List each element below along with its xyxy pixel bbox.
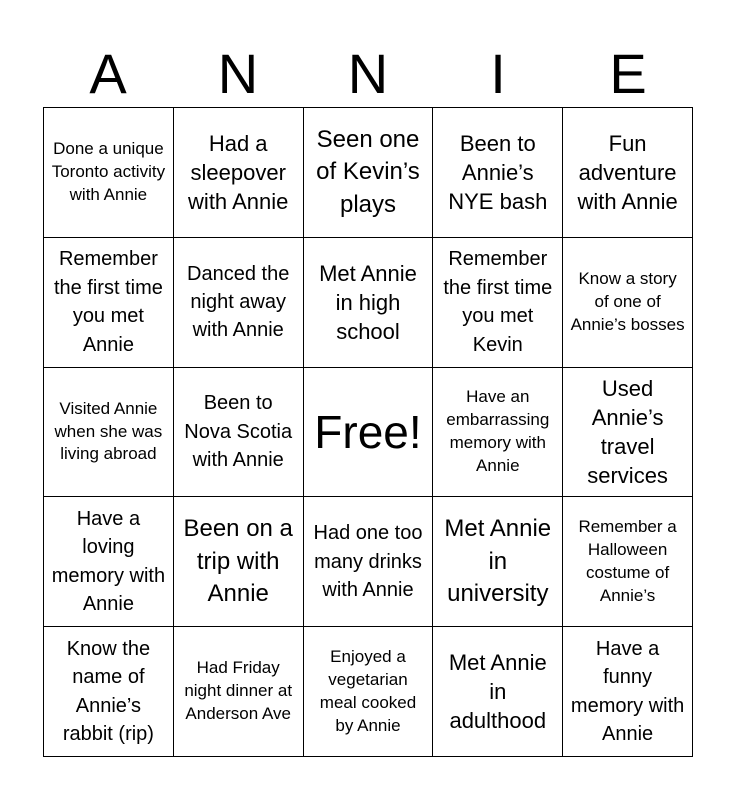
cell-text: Fun adventure with Annie <box>577 130 678 214</box>
bingo-cell[interactable] <box>433 108 563 238</box>
header-letter-a: A <box>89 42 127 105</box>
bingo-cell[interactable] <box>433 368 563 498</box>
cell-text: Danced the night away with Annie <box>187 262 290 342</box>
cell-text: Enjoyed a vegetarian meal cooked by Annie <box>319 646 417 735</box>
cell-text: Remember a Halloween costume of Annie’s <box>578 516 677 605</box>
bingo-cell[interactable] <box>433 497 563 627</box>
cell-text: Know a story of one of Annie’s bosses <box>570 268 685 334</box>
bingo-cell[interactable] <box>304 497 434 627</box>
free-space-text: Free! <box>314 405 422 458</box>
bingo-cell[interactable] <box>174 497 304 627</box>
bingo-cell[interactable] <box>44 238 174 368</box>
bingo-cell[interactable] <box>304 627 434 757</box>
header-letter-n1: N <box>217 42 259 105</box>
bingo-header <box>43 40 693 108</box>
cell-text: Been to Nova Scotia with Annie <box>184 392 293 472</box>
bingo-cell[interactable] <box>563 108 693 238</box>
cell-text: Have an embarrassing memory with Annie <box>446 387 550 475</box>
bingo-cell[interactable] <box>44 627 174 757</box>
cell-text: Remember the first time you met Annie <box>53 248 163 356</box>
header-letter-i: I <box>490 42 506 105</box>
cell-text: Visited Annie when she was living abroad <box>54 398 163 464</box>
cell-text: Had one too many drinks with Annie <box>313 522 423 601</box>
bingo-cell[interactable] <box>44 108 174 238</box>
header-letter-e: E <box>609 42 647 105</box>
cell-text: Done a unique Toronto activity with Annie <box>51 138 166 204</box>
bingo-cell[interactable] <box>174 627 304 757</box>
bingo-cell[interactable] <box>433 238 563 368</box>
cell-text: Know the name of Annie’s rabbit (rip) <box>62 637 154 745</box>
bingo-cell[interactable] <box>563 497 693 627</box>
cell-text: Been on a trip with Annie <box>183 515 293 607</box>
cell-text: Have a funny memory with Annie <box>570 637 685 745</box>
cell-text: Had a sleepover with Annie <box>188 130 289 214</box>
cell-text: Met Annie in university <box>444 515 552 607</box>
cell-text: Have a loving memory with Annie <box>51 508 166 616</box>
bingo-cell[interactable] <box>563 368 693 498</box>
bingo-cell[interactable] <box>174 108 304 238</box>
free-space-cell[interactable] <box>304 368 434 498</box>
bingo-cell[interactable] <box>44 368 174 498</box>
bingo-cell[interactable] <box>563 627 693 757</box>
bingo-cell[interactable] <box>174 368 304 498</box>
bingo-cell[interactable] <box>304 238 434 368</box>
cell-text: Remember the first time you met Kevin <box>443 248 553 356</box>
cell-text: Had Friday night dinner at Anderson Ave <box>184 658 293 724</box>
cell-text: Used Annie’s travel services <box>587 375 668 489</box>
cell-text: Met Annie in high school <box>319 260 417 344</box>
bingo-cell[interactable] <box>44 497 174 627</box>
cell-text: Met Annie in adulthood <box>448 650 547 734</box>
cell-text: Been to Annie’s NYE bash <box>448 130 548 214</box>
header-letter-n2: N <box>347 42 389 105</box>
bingo-board <box>43 107 693 757</box>
bingo-cell[interactable] <box>563 238 693 368</box>
bingo-cell[interactable] <box>433 627 563 757</box>
bingo-cell[interactable] <box>304 108 434 238</box>
bingo-cell[interactable] <box>174 238 304 368</box>
cell-text: Seen one of Kevin’s plays <box>316 125 420 218</box>
